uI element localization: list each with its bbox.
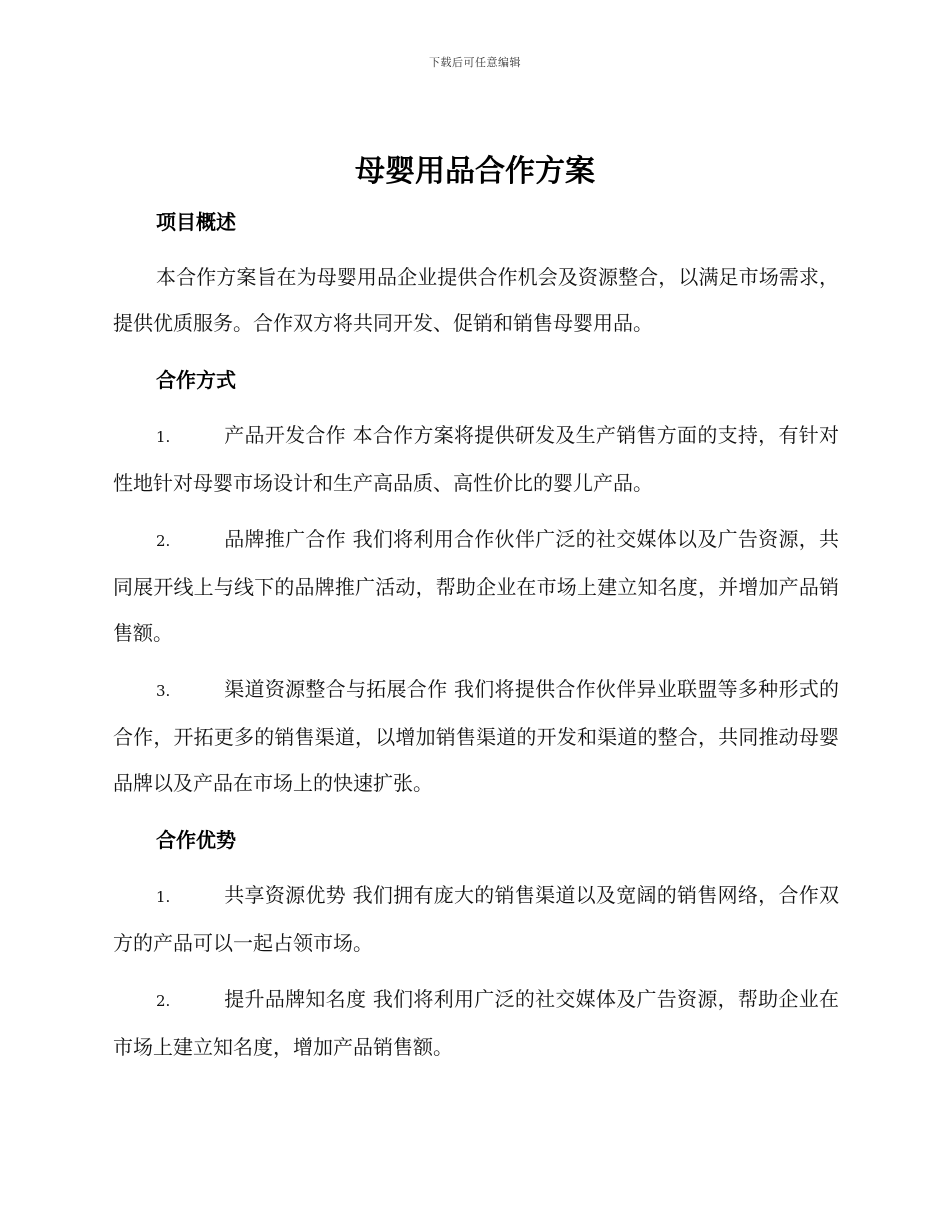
list-item-number: 1. [156, 888, 171, 906]
list-item [113, 412, 839, 506]
document-title: 母婴用品合作方案 [355, 154, 595, 189]
list-item [113, 666, 839, 806]
page-header-note: 下载后可任意编辑 [429, 56, 521, 69]
list-item-number: 2. [156, 992, 171, 1010]
list-item-number: 3. [156, 682, 171, 700]
document-body [113, 200, 839, 1070]
list-item-text: 产品开发合作 本合作方案将提供研发及生产销售方面的支持，有针对性地针对母婴市场设计和生产高品质、高性价比的婴儿产品。 [113, 423, 839, 495]
section-heading-overview: 项目概述 [156, 210, 236, 234]
list-item-text: 提升品牌知名度 我们将利用广泛的社交媒体及广告资源，帮助企业在市场上建立知名度，增加产品销售额。 [113, 987, 839, 1059]
list-item [113, 516, 839, 656]
list-item [113, 976, 839, 1070]
list-item-number: 2. [156, 532, 171, 550]
overview-paragraph: 本合作方案旨在为母婴用品企业提供合作机会及资源整合，以满足市场需求，提供优质服务。合作双方将共同开发、促销和销售母婴用品。 [113, 265, 839, 335]
list-item-text: 品牌推广合作 我们将利用合作伙伴广泛的社交媒体以及广告资源，共同展开线上与线下的品牌推广活动，帮助企业在市场上建立知名度，并增加产品销售额。 [113, 527, 839, 645]
list-item-text: 共享资源优势 我们拥有庞大的销售渠道以及宽阔的销售网络，合作双方的产品可以一起占领市场。 [113, 883, 839, 955]
list-item-text: 渠道资源整合与拓展合作 我们将提供合作伙伴异业联盟等多种形式的合作，开拓更多的销售渠道，以增加销售渠道的开发和渠道的整合，共同推动母婴品牌以及产品在市场上的快速扩张。 [113, 677, 839, 795]
section-heading-cooperation-modes: 合作方式 [156, 368, 236, 392]
list-item-number: 1. [156, 428, 171, 446]
list-item [113, 872, 839, 966]
section-heading-advantages: 合作优势 [156, 828, 236, 852]
